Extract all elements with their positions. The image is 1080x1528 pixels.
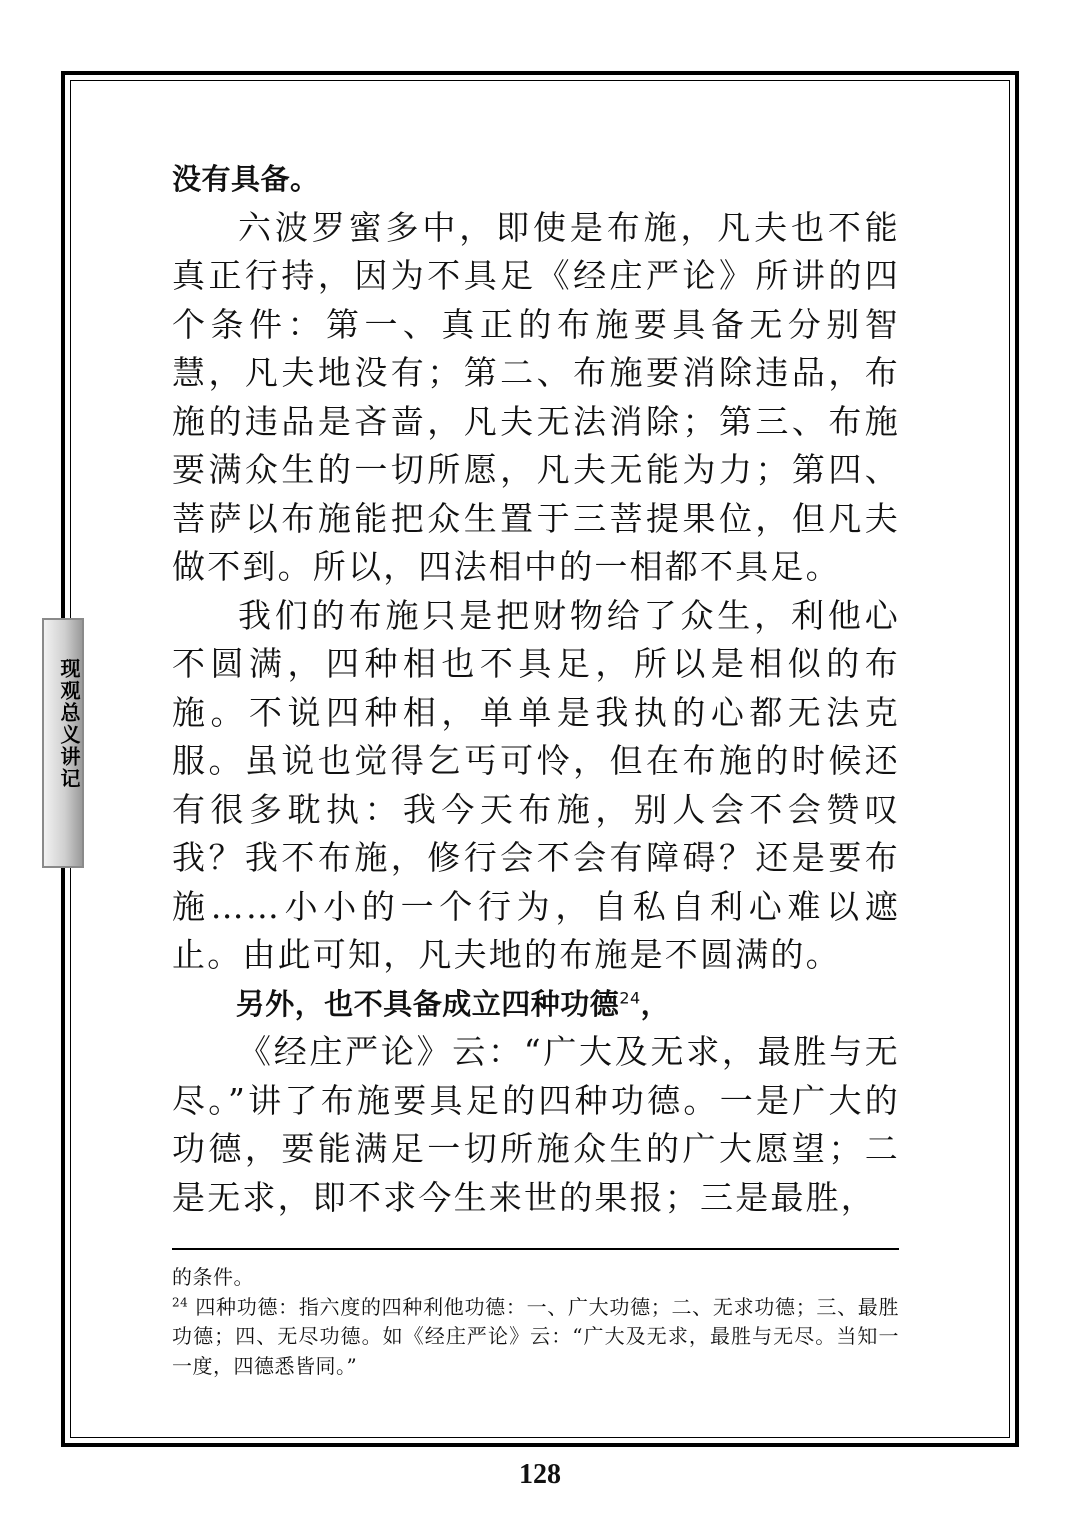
page-number: 128 — [519, 1459, 561, 1490]
side-book-title-tab — [42, 618, 84, 868]
main-text — [172, 155, 900, 1222]
paragraph-4-heading — [172, 980, 900, 1029]
footnote-24-number: 24 — [172, 1294, 189, 1309]
footnote-24-text: 四种功德：指六度的四种利他功德：一、广大功德；二、无求功德；三、最胜功德；四、无尽功德。如《经庄严论》云：“广大及无求，最胜与无尽。当知一一度，四德悉皆同。” — [172, 1294, 900, 1378]
footnote-continued: 的条件。 — [172, 1265, 254, 1289]
footnotes — [172, 1263, 899, 1381]
footnote-24 — [172, 1293, 899, 1382]
paragraph-5: 《经庄严论》云：“广大及无求，最胜与无尽。”讲了布施要具足的四种功德。一是广大的功德，要能满足一切所施众生的广大愿望；二是无求，即不求今生来世的果报；三是最胜， — [172, 1032, 900, 1217]
side-book-title: 现观总义讲记 — [57, 658, 81, 790]
footnote-ref-24[interactable]: 24 — [619, 987, 641, 1007]
paragraph-1: 没有具备。 — [172, 162, 320, 196]
paragraph-4-text: 另外，也不具备成立四种功德 — [235, 986, 620, 1021]
footnote-divider — [172, 1248, 899, 1250]
paragraph-3: 我们的布施只是把财物给了众生，利他心不圆满，四种相也不具足，所以是相似的布施。不说四种相，单单是我执的心都无法克服。虽说也觉得乞丐可怜，但在布施的时候还有很多耽执：我今天布施，别人会不会赞叹我？我不布施，修行会不会有障碍？还是要布施……小小的一个行为，自私自利心难以遮止。由此可知，凡夫地的布施是不圆满的。 — [172, 595, 900, 974]
paragraph-4-tail: ， — [640, 986, 671, 1021]
paragraph-2: 六波罗蜜多中，即使是布施，凡夫也不能真正行持，因为不具足《经庄严论》所讲的四个条件：第一、真正的布施要具备无分别智慧，凡夫地没有；第二、布施要消除违品，布施的违品是吝啬，凡夫无法消除；第三、布施要满众生的一切所愿，凡夫无能为力；第四、菩萨以布施能把众生置于三菩提果位，但凡夫做不到。所以，四法相中的一相都不具足。 — [172, 207, 900, 586]
